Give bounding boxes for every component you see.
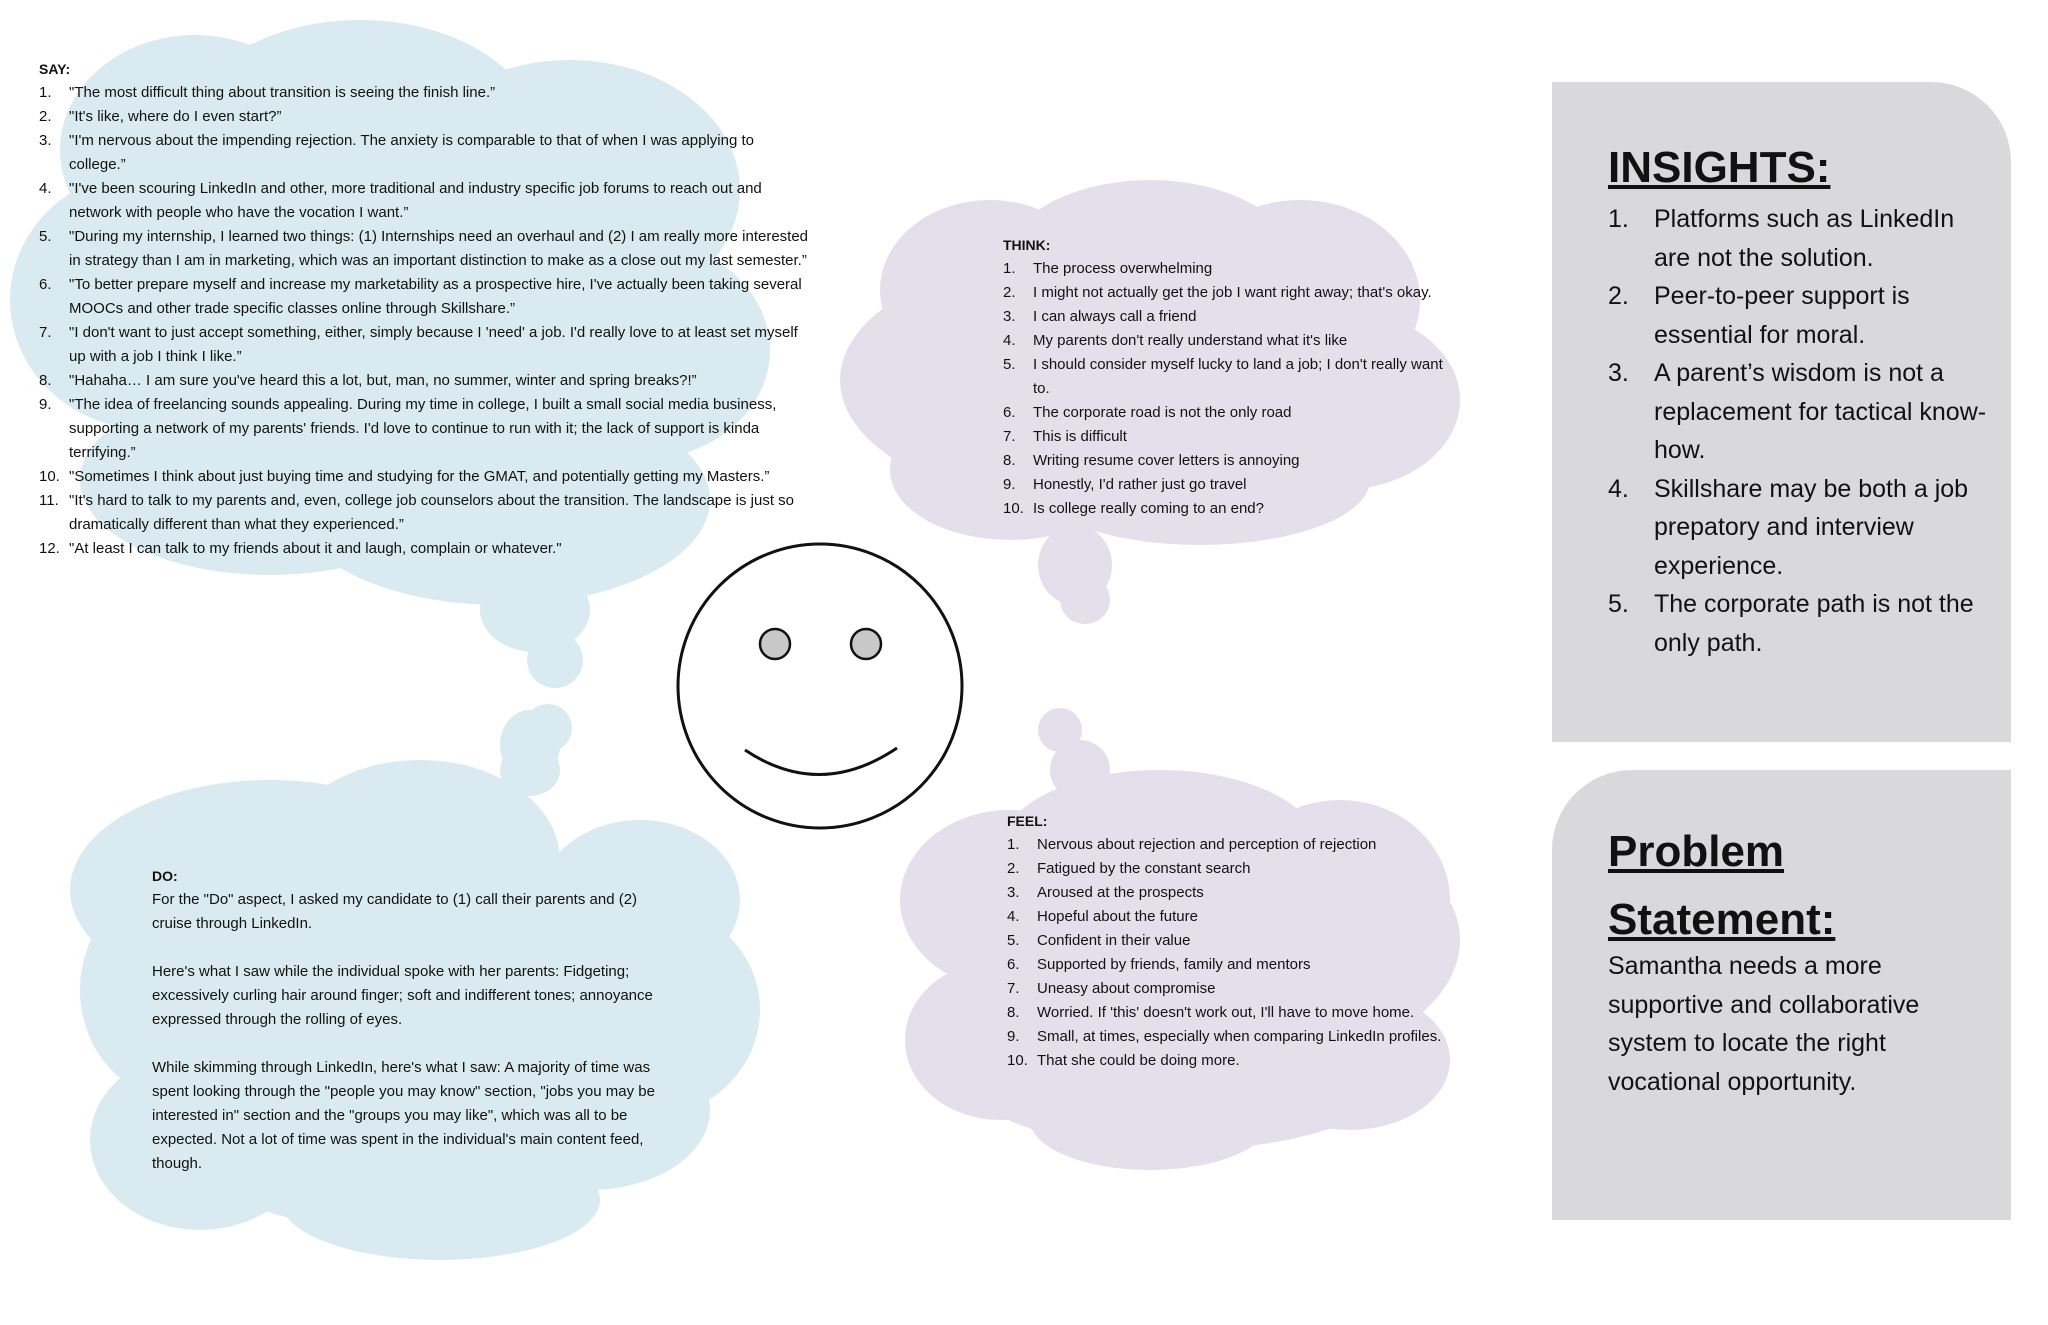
think-list bbox=[1003, 257, 1463, 521]
feel-item: 1. Nervous about rejection and perception of rejection bbox=[1007, 836, 1377, 853]
say-item: 1. "The most difficult thing about transition is seeing the finish line.” bbox=[39, 84, 496, 101]
think-title: THINK: bbox=[1003, 237, 1051, 253]
say-item: 10. "Sometimes I think about just buying time and studying for the GMAT, and potentially getting my Masters.” bbox=[39, 468, 770, 485]
insights-list bbox=[1608, 200, 1988, 662]
think-item: 5. I should consider myself lucky to land a job; I don't really want to. bbox=[1003, 356, 1443, 397]
feel-item: 10. That she could be doing more. bbox=[1007, 1052, 1240, 1069]
feel-item: 2. Fatigued by the constant search bbox=[1007, 860, 1251, 877]
feel-section bbox=[1007, 809, 1467, 1073]
do-paragraph: While skimming through LinkedIn, here's what I saw: A majority of time was spent looking through the "people you may know" section, "jobs you may be interested in" section and the "groups you may like", which was all to be expected. Not a lot of time was spent in the individual's main content feed, though. bbox=[152, 1059, 655, 1172]
say-item: 9. "The idea of freelancing sounds appealing. During my time in college, I built a small social media business, supporting a network of my parents' friends. I'd love to continue to run with it; the lack of support is kinda terrifying.” bbox=[39, 396, 777, 461]
insight-item: 2. Peer-to-peer support is essential for moral. bbox=[1608, 282, 1910, 349]
problem-statement-body: Samantha needs a more supportive and collaborative system to locate the right vocational opportunity. bbox=[1608, 952, 1920, 1096]
insights-panel bbox=[1552, 82, 2011, 742]
think-item: 9. Honestly, I'd rather just go travel bbox=[1003, 476, 1247, 493]
say-list bbox=[39, 81, 809, 561]
think-item: 7. This is difficult bbox=[1003, 428, 1127, 445]
feel-item: 5. Confident in their value bbox=[1007, 932, 1191, 949]
do-section bbox=[152, 864, 672, 1200]
say-title: SAY: bbox=[39, 61, 71, 77]
think-item: 6. The corporate road is not the only road bbox=[1003, 404, 1292, 421]
feel-item: 9. Small, at times, especially when comparing LinkedIn profiles. bbox=[1007, 1028, 1442, 1045]
do-paragraph: Here's what I saw while the individual spoke with her parents: Fidgeting; excessively curling hair around finger; soft and indifferent tones; annoyance expressed through the rolling of eyes. bbox=[152, 963, 653, 1028]
smiley-face bbox=[678, 544, 962, 828]
say-item: 6. "To better prepare myself and increase my marketability as a prospective hire, I've actually been taking several MOOCs and other trade specific classes online through Skillshare.” bbox=[39, 276, 802, 317]
say-item: 3. "I'm nervous about the impending rejection. The anxiety is comparable to that of when I was applying to college.” bbox=[39, 132, 754, 173]
insight-item: 3. A parent’s wisdom is not a replacement for tactical know-how. bbox=[1608, 359, 1987, 464]
think-item: 1. The process overwhelming bbox=[1003, 260, 1213, 277]
do-title: DO: bbox=[152, 868, 178, 884]
insight-item: 1. Platforms such as LinkedIn are not the solution. bbox=[1608, 205, 1955, 272]
feel-item: 7. Uneasy about compromise bbox=[1007, 980, 1216, 997]
do-paragraph: For the "Do" aspect, I asked my candidate to (1) call their parents and (2) cruise through LinkedIn. bbox=[152, 891, 638, 932]
say-section bbox=[39, 57, 809, 561]
right-eye bbox=[851, 629, 881, 659]
think-item: 2. I might not actually get the job I want right away; that's okay. bbox=[1003, 284, 1432, 301]
feel-item: 3. Aroused at the prospects bbox=[1007, 884, 1204, 901]
feel-item: 8. Worried. If 'this' doesn't work out, I'll have to move home. bbox=[1007, 1004, 1415, 1021]
say-item: 11. "It's hard to talk to my parents and, even, college job counselors about the transition. The landscape is just so dramatically different than what they experienced.” bbox=[39, 492, 794, 533]
think-item: 8. Writing resume cover letters is annoying bbox=[1003, 452, 1300, 469]
feel-title: FEEL: bbox=[1007, 813, 1048, 829]
insight-item: 5. The corporate path is not the only path. bbox=[1608, 590, 1974, 657]
problem-statement-panel bbox=[1552, 770, 2011, 1220]
think-section bbox=[1003, 233, 1463, 521]
say-item: 7. "I don't want to just accept something, either, simply because I 'need' a job. I'd really love to at least set myself up with a job I think I like.” bbox=[39, 324, 798, 365]
say-item: 12. "At least I can talk to my friends about it and laugh, complain or whatever." bbox=[39, 540, 562, 557]
think-item: 10. Is college really coming to an end? bbox=[1003, 500, 1264, 517]
feel-list bbox=[1007, 833, 1467, 1073]
say-item: 8. "Hahaha… I am sure you've heard this a lot, but, man, no summer, winter and spring breaks?!” bbox=[39, 372, 697, 389]
feel-item: 6. Supported by friends, family and mentors bbox=[1007, 956, 1311, 973]
problem-statement-title: Problem Statement: bbox=[1608, 827, 1836, 944]
think-item: 3. I can always call a friend bbox=[1003, 308, 1197, 325]
say-item: 5. "During my internship, I learned two things: (1) Internships need an overhaul and (2) I am really more interested in strategy than I am in marketing, which was an important distinction to make as a close out my last semester.” bbox=[39, 228, 809, 269]
left-eye bbox=[760, 629, 790, 659]
say-item: 4. "I've been scouring LinkedIn and other, more traditional and industry specific job forums to reach out and network with people who have the vocation I want.” bbox=[39, 180, 762, 221]
say-item: 2. "It's like, where do I even start?” bbox=[39, 108, 282, 125]
insight-item: 4. Skillshare may be both a job prepatory and interview experience. bbox=[1608, 474, 1969, 580]
feel-item: 4. Hopeful about the future bbox=[1007, 908, 1198, 925]
think-item: 4. My parents don't really understand what it's like bbox=[1003, 332, 1348, 349]
insights-title: INSIGHTS: bbox=[1608, 143, 1831, 192]
